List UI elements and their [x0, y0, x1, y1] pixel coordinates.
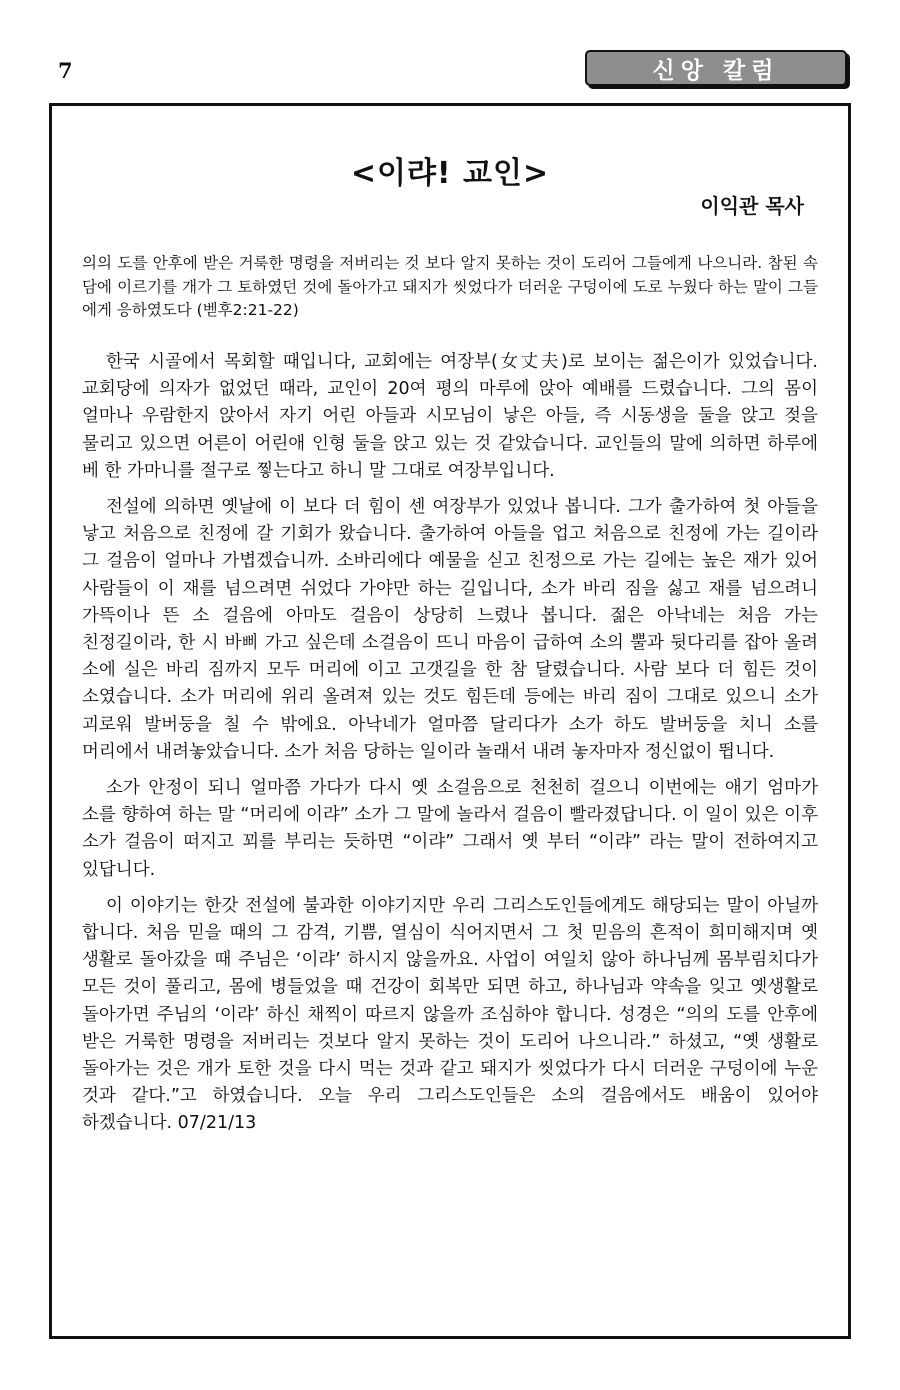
article-title: <이랴! 교인> [350, 156, 550, 191]
paragraph: 소가 안정이 되니 얼마쯤 가다가 다시 옛 소걸음으로 천천히 걸으니 이번에는 애기 엄마가 소를 향하여 하는 말 “머리에 이랴” 소가 그 말에 놀라서 걸음이 빨라졌답니다. 이 일이 있은 이후 소가 걸음이 떠지고 꾀를 부리는 듯하면 “이랴” 그래서 옛 부터 “이랴” 라는 말이 전하여지고 있답니다. [82, 778, 818, 880]
paragraph: 전설에 의하면 옛날에 이 보다 더 힘이 센 여장부가 있었나 봅니다. 그가 출가하여 첫 아들을 낳고 처음으로 친정에 갈 기회가 왔습니다. 출가하여 아들을 업고 처음으로 친정에 가는 길이라 그 걸음이 얼마나 가볍겠습니까. 소바리에다 예물을 싣고 친정으로 가는 길에는 높은 재가 있어 사람들이 이 재를 넘으려면 쉬었다 가야만 하는 길입니다, 소가 바리 짐을 싫고 재를 넘으려니 가뜩이나 뜬 소 걸음에 아마도 걸음이 상당히 느렸나 봅니다. 젊은 아낙네는 처음 가는 친정길이라, 한 시 바삐 가고 싶은데 소걸음이 뜨니 마음이 급하여 소의 뿔과 뒷다리를 잡아 올려 소에 실은 바리 짐까지 모두 머리에 이고 고갯길을 한 참 달렸습니다. 사람 보다 더 힘든 것이 소였습니다. 소가 머리에 위리 올려져 있는 것도 힘든데 등에는 바리 짐이 그대로 있으니 소가 괴로워 발버둥을 칠 수 밖에요. 아낙네가 얼마쯤 달리다가 소가 하도 발버둥을 치니 소를 머리에서 내려놓았습니다. 소가 처음 당하는 일이라 놀래서 내려 놓자마자 정신없이 뜁니다. [82, 497, 818, 762]
page-number: 7 [58, 58, 73, 83]
article-author: 이익관 목사 [700, 194, 804, 218]
paragraph: 이 이야기는 한갓 전설에 불과한 이야기지만 우리 그리스도인들에게도 해당되는 말이 아닐까 합니다. 처음 믿을 때의 그 감격, 기쁨, 열심이 식어지면서 그 첫 믿음의 흔적이 희미해지며 옛 생활로 돌아갔을 때 주님은 ‘이랴’ 하시지 않을까요. 사업이 여일치 않아 하나님께 몸부림치다가 모든 것이 풀리고, 몸에 병들었을 때 건강이 회복만 되면 하고, 하나님과 약속을 잊고 옛생활로 돌아가면 주님의 ‘이랴’ 하신 채찍이 따르지 않을까 조심하야 합니다. 성경은 “의의 도를 안후에 받은 거룩한 명령을 저버리는 것보다 알지 못하는 것이 도리어 나으니라.” 하셨고, “옛 생활로 돌아가는 것은 개가 토한 것을 다시 먹는 것과 같고 돼지가 씻었다가 다시 더러운 구덩이에 누운 것과 같다.”고 하였습니다. 오늘 우리 그리스도인들은 소의 걸음에서도 배움이 있어야 하겠습니다. 07/21/13 [82, 895, 818, 1134]
scripture-epigraph: 의의 도를 안후에 받은 거룩한 명령을 저버리는 것 보다 알지 못하는 것이 도리어 그들에게 나으니라. 참된 속담에 이르기를 개가 그 토하였던 것에 돌아가고 돼지가 씻었다가 더러운 구덩이에 도로 누웠다 하는 말이 그들에게 응하였도다 (벧후2:21-22) [82, 254, 818, 319]
paragraph: 한국 시골에서 목회할 때입니다, 교회에는 여장부(女丈夫)로 보이는 젊은이가 있었습니다. 교회당에 의자가 없었던 때라, 교인이 20여 평의 마루에 앉아 예배를 드렸습니다. 그의 몸이 얼마나 우람한지 앉아서 자기 어린 아들과 시모님이 낳은 아들, 즉 시동생을 둘을 앉고 젖을 물리고 있으면 어른이 어린애 인형 둘을 앉고 있는 것 같았습니다. 교인들의 말에 의하면 하루에 베 한 가마니를 절구로 찧는다고 하니 말 그대로 여장부입니다. [82, 352, 818, 481]
section-tab: 신앙 칼럼 [585, 50, 847, 86]
article-body [82, 349, 818, 1147]
